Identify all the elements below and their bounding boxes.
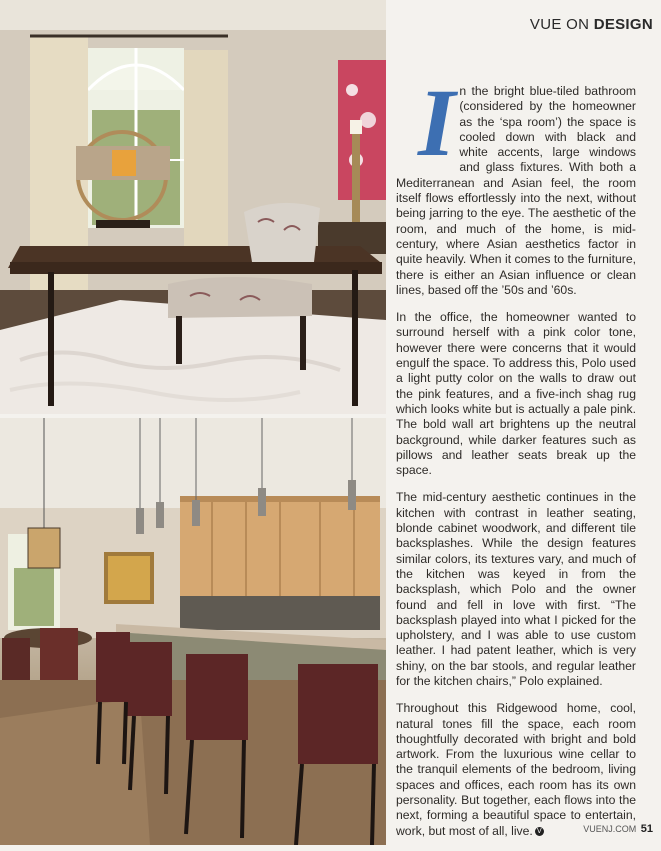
page-number: 51 xyxy=(640,823,653,835)
article-paragraph-4 xyxy=(396,701,636,839)
page-footer xyxy=(583,823,653,835)
article-paragraph-1 xyxy=(396,56,636,298)
article-paragraph-3: The mid-century aesthetic continues in the kitchen with contrast in leather seating, blonde cabinet woodwork, and different tile backsplashes. While the design features similar colors, its textures vary, and much of the kitchen was keyed in from the backsplash, which Polo and the owner found and fell in love with first. “The backsplash played into what I picked for the upholstery, and I was able to use custom leather. I had patent leather, which is very shiny, on the bar stools, and regular leather for the kitchen chairs,” Polo explained. xyxy=(396,490,636,688)
article-paragraph-2: In the office, the homeowner wanted to surround herself with a pink color tone, however there were concerns that it would engulf the space. To address this, Polo used a light putty color on the walls to draw out the pink features, and a five-inch shag rug which looks white but is actually a pale pink. The bold wall art brightens up the neutral background, while darker features such as pillows and leather seats break up the space. xyxy=(396,310,636,478)
article-body xyxy=(396,56,636,851)
drop-cap: I xyxy=(418,69,456,176)
section-header xyxy=(530,16,653,33)
kitchen-photo xyxy=(0,418,386,845)
end-mark-icon: V xyxy=(535,827,544,836)
section-header-emphasis: DESIGN xyxy=(593,16,653,33)
paragraph-1-text: n the bright blue-tiled bathroom (considered by the homeowner as the ‘spa room’) the space is cooled down with black and white accents, large windows and glass fixtures. With both a Mediterranean and Asian feel, the room itself flows effortlessly into the next, without being jarring to the eye. The aesthetic of the room, and much of the home, is mid-century, where Asian aesthetics factor in quite heavily. When it comes to the furniture, there is either an Asian influence or clean lines, based off the ’50s and ’60s. xyxy=(396,84,636,297)
footer-site: VUENJ.COM xyxy=(583,824,637,834)
section-header-prefix: VUE ON xyxy=(529,16,594,33)
office-photo xyxy=(0,0,386,414)
paragraph-4-text: Throughout this Ridgewood home, cool, natural tones fill the space, each room thoughtfully decorated with bright and bold artwork. From the luxurious wine cellar to the tranquil elements of the bedroom, living spaces and offices, each room has its own personality. But together, each flows into the next, forming a beautiful space to entertain, work, but most of all, live. xyxy=(396,701,636,838)
